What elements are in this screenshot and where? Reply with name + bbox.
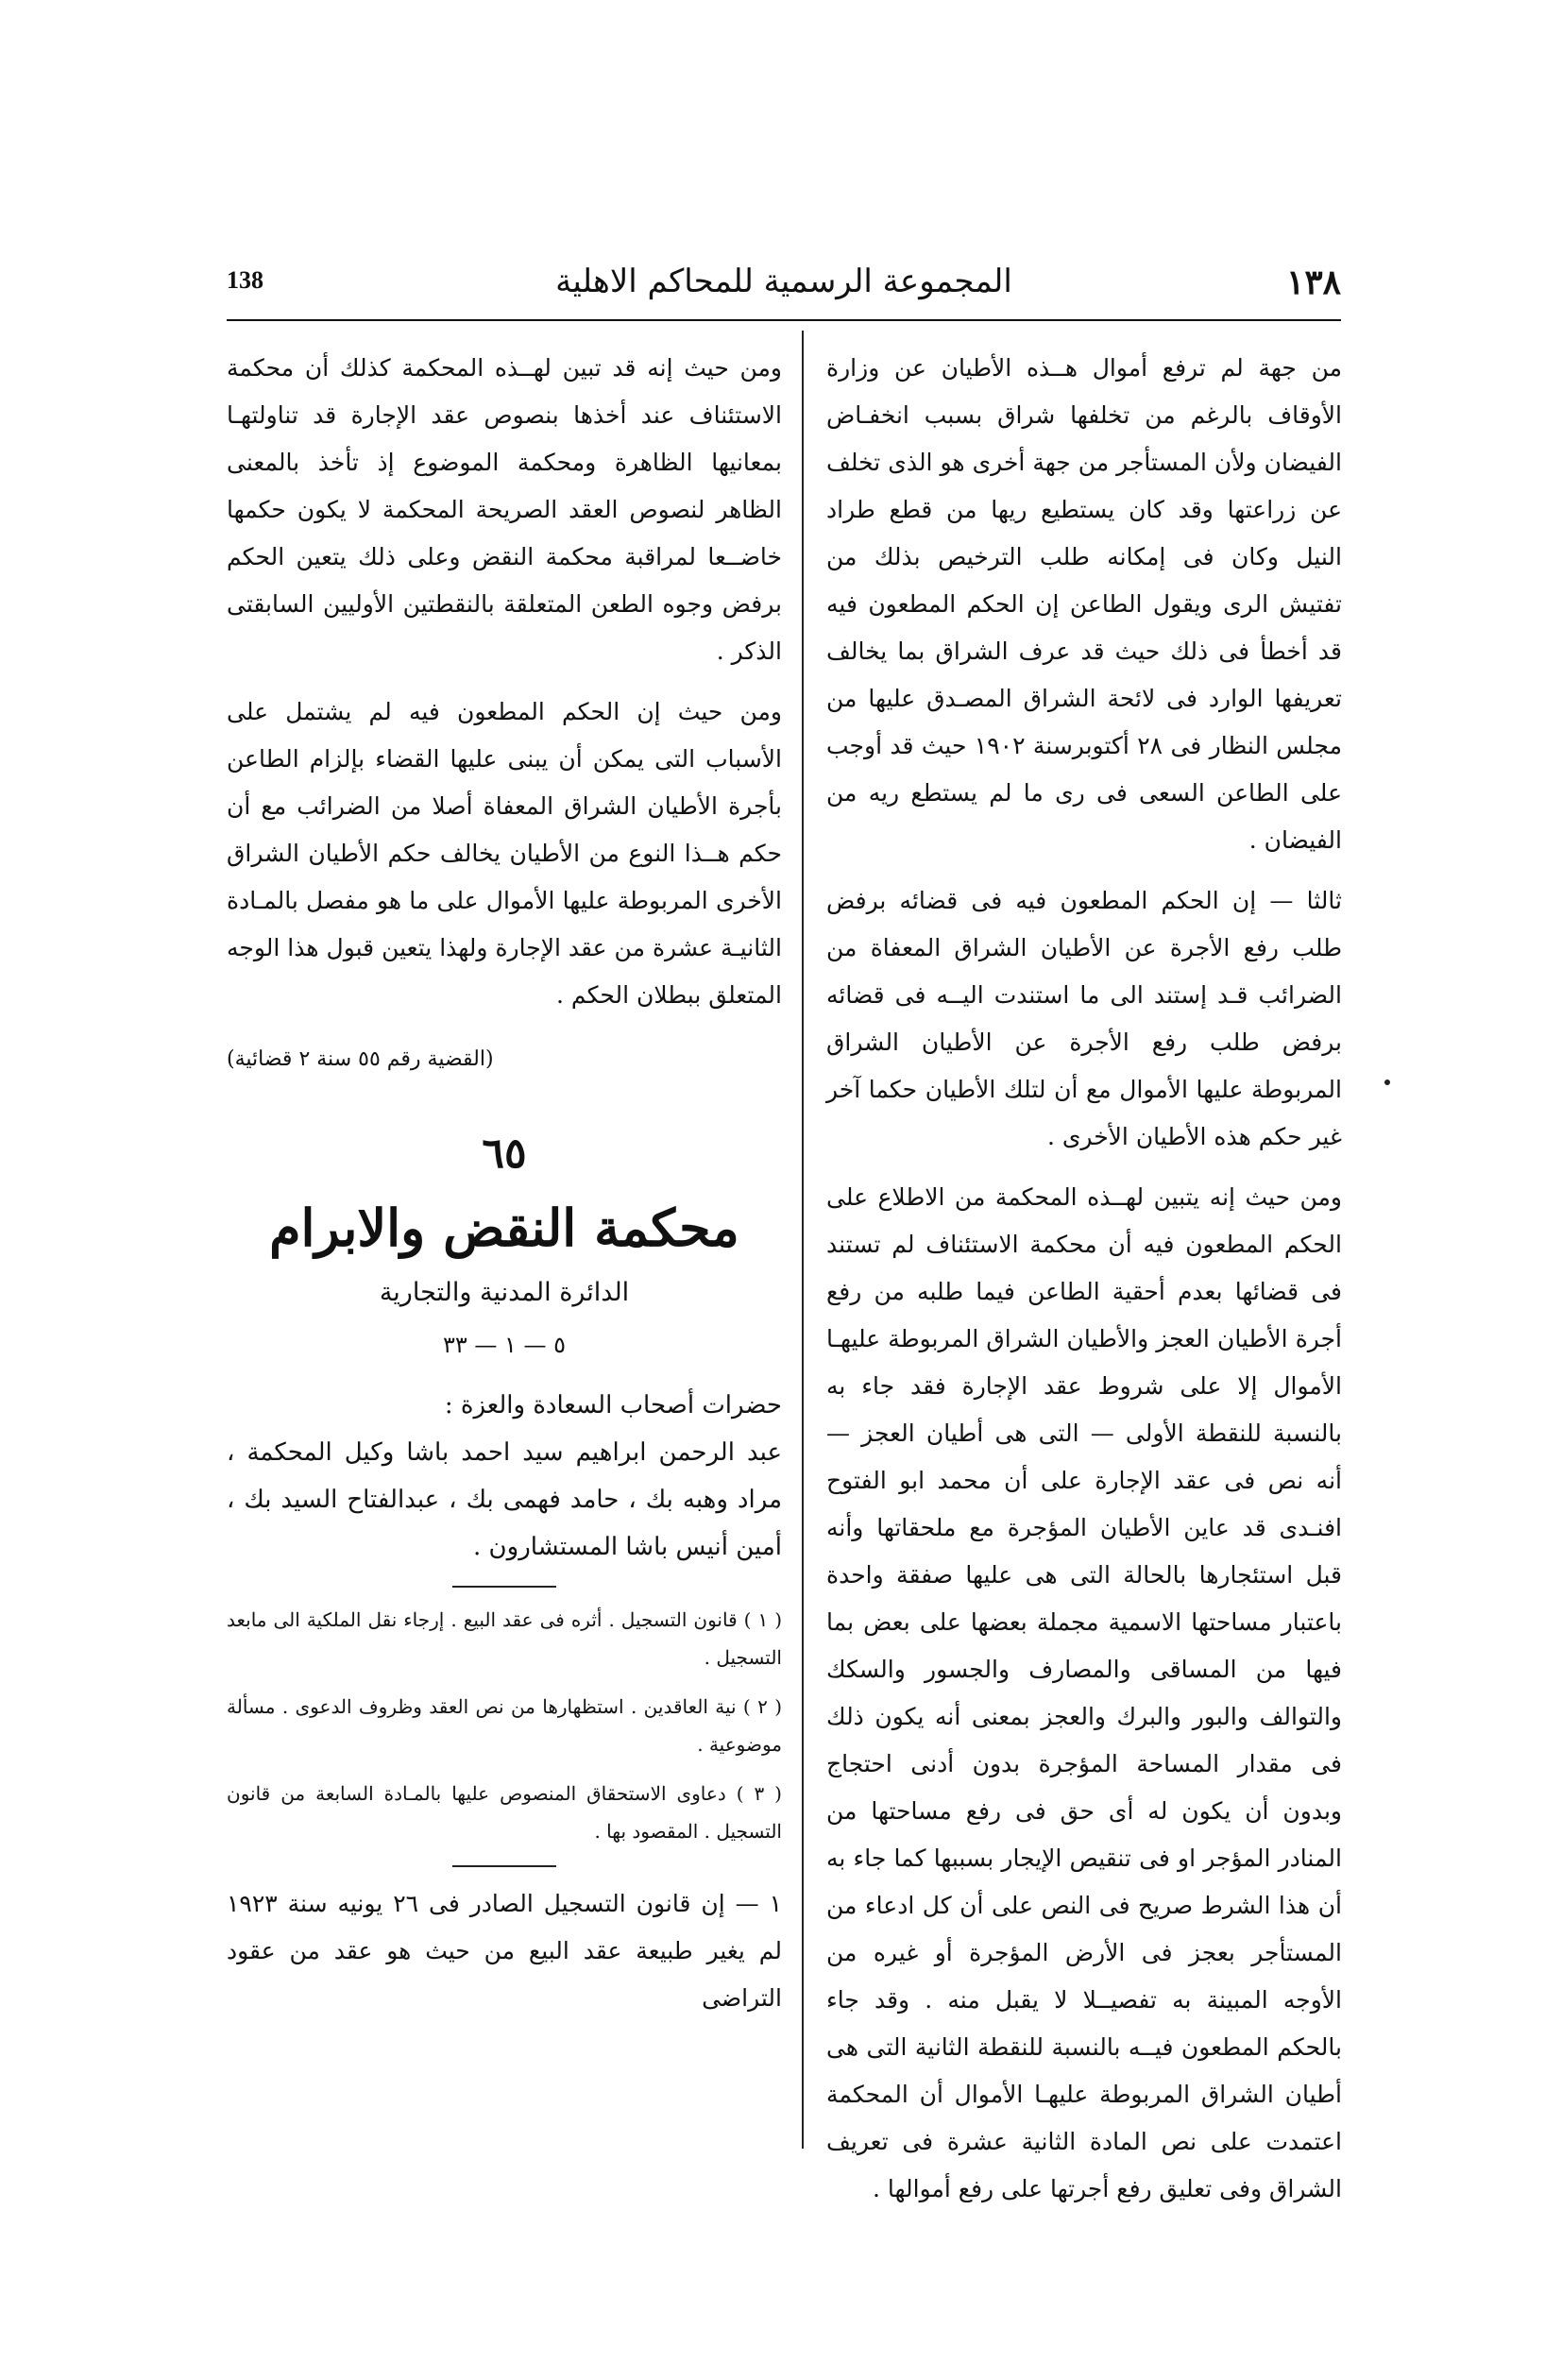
left-column xyxy=(227,345,782,2035)
paragraph: ومن حيث إن الحكم المطعون فيه لم يشتمل على الأسباب التى يمكن أن يبنى عليها القضاء بإلزام الطاعن بأجرة الأطيان الشراق المعفاة أصلا من الضرائب مع أن حكم هــذا النوع من الأطيان يخالف حكم الأطيان الشراق الأخرى المربوطة عليها الأموال على ما هو مفصل بالمـادة الثانيـة عشرة من عقد الإجارة ولهذا يتعين قبول هذا الوجه المتعلق ببطلان الحكم . xyxy=(227,698,782,1009)
court-name: محكمة النقض والابرام xyxy=(269,1198,739,1258)
page-number-arabic: ١٣٨ xyxy=(1285,263,1341,302)
case-reference: (القضية رقم ٥٥ سنة ٢ قضائية) xyxy=(227,1047,494,1071)
footnote: ( ٣ ) دعاوى الاستحقاق المنصوص عليها بالمـادة السابعة من قانون التسجيل . المقصود بها . xyxy=(227,1782,782,1843)
holding-paragraph: ١ — إن قانون التسجيل الصادر فى ٢٦ يونيه سنة ١٩٢٣ لم يغير طبيعة عقد البيع من حيث هو عقد من عقود التراضى xyxy=(227,1890,782,2012)
paragraph: من جهة لم ترفع أموال هــذه الأطيان عن وزارة الأوقاف بالرغم من تخلفها شراق بسبب انخفـاض الفيضان ولأن المستأجر من جهة أخرى هو الذى تخلف عن زراعتها وقد كان يستطيع ريها من قطع طراد النيل وكان فى إمكانه طلب الترخيص بذلك من تفتيش الرى ويقول الطاعن إن الحكم المطعون فيه قد أخطأ فى ذلك حيث قد عرف الشراق بما يخالف تعريفها الوارد فى لائحة الشراق المصـدق عليها من مجلس النظار فى ٢٨ أكتوبرسنة ١٩٠٢ حيث قد أوجب على الطاعن السعى فى رى ما لم يستطع ريه من الفيضان . xyxy=(826,354,1342,854)
judges-list: عبد الرحمن ابراهيم سيد احمد باشا وكيل المحكمة ، مراد وهبه بك ، حامد فهمى بك ، عبدالفتاح السيد بك ، أمين أنيس باشا المستشارون . xyxy=(227,1438,782,1561)
footnote: ( ١ ) قانون التسجيل . أثره فى عقد البيع . إرجاء نقل الملكية الى مابعد التسجيل . xyxy=(227,1608,782,1669)
right-column xyxy=(826,345,1342,2226)
section-rule xyxy=(452,1865,556,1867)
paragraph: ثالثا — إن الحكم المطعون فيه فى قضائه برفض طلب رفع الأجرة عن الأطيان الشراق المعفاة من الضرائب قـد إستند الى ما استندت اليــه فى قضائه برفض طلب رفع الأجرة عن الأطيان الشراق المربوطة عليها الأموال مع أن لتلك الأطيان حكما آخر غير حكم هذه الأطيان الأخرى . xyxy=(826,887,1342,1150)
paragraph: ومن حيث إنه يتبين لهــذه المحكمة من الاطلاع على الحكم المطعون فيه أن محكمة الاستئناف لم تستند فى قضائها بعدم أحقية الطاعن فيما طلبه من رفع أجرة الأطيان العجز والأطيان الشراق المربوطة عليهـا الأموال إلا على شروط عقد الإجارة فقد جاء به بالنسبة للنقطة الأولى — التى هى أطيان العجز — أنه نص فى عقد الإجارة على أن محمد ابو الفتوح افنـدى قد عاين الأطيان المؤجرة مع ملحقاتها وأنه قبل استئجارها بالحالة التى هى عليها صفقة واحدة باعتبار مساحتها الاسمية مجملة بعضها على بعض بما فيها من المساقى والمصارف والجسور والسكك والتوالف والبور والبرك والعجز بمعنى أنه يكون ذلك فى مقدار المساحة المؤجرة بدون أدنى احتجاج وبدون أن يكون له أى حق فى رفع مساحتها من المنادر المؤجر او فى تنقيص الإيجار بسببها كما جاء به أن هذا الشرط صريح فى النص على أن كل ادعاء من المستأجر بعجز فى الأرض المؤجرة أو غيره من الأوجه المبينة به تفصيــلا لا يقبل منه . وقد جاء بالحكم المطعون فيــه بالنسبة للنقطة الثانية التى هى أطيان الشراق المربوطة عليهـا الأموال أن المحكمة اعتمدت على نص المادة الثانية عشرة فى تعريف الشراق وفى تعليق رفع أجرتها على رفع أموالها . xyxy=(826,1183,1342,2202)
header-rule xyxy=(227,319,1341,321)
running-title: المجموعة الرسمية للمحاكم الاهلية xyxy=(555,263,1012,300)
footnote: ( ٢ ) نية العاقدين . استظهارها من نص العقد وظروف الدعوى . مسألة موضوعية . xyxy=(227,1695,782,1756)
column-divider xyxy=(802,331,804,2149)
judgment-number: ٦٥ xyxy=(482,1130,527,1178)
page-number-latin: 138 xyxy=(227,266,263,294)
present-label: حضرات أصحاب السعادة والعزة : xyxy=(444,1391,782,1420)
section-rule xyxy=(452,1586,556,1588)
paragraph: ومن حيث إنه قد تبين لهــذه المحكمة كذلك أن محكمة الاستئناف عند أخذها بنصوص عقد الإجارة قد تناولتهـا بمعانيها الظاهرة ومحكمة الموضوع إذ تأخذ بالمعنى الظاهر لنصوص العقد الصريحة المحكمة لا يكون حكمها خاضــعا لمراقبة محكمة النقض وعلى ذلك يتعين الحكم برفض وجوه الطعن المتعلقة بالنقطتين الأوليين السابقتى الذكر . xyxy=(227,354,782,665)
session-date: ٥ — ١ — ٣٣ xyxy=(442,1332,567,1358)
page-header xyxy=(227,263,1341,314)
circuit-name: الدائرة المدنية والتجارية xyxy=(379,1278,630,1307)
margin-mark xyxy=(1384,1080,1390,1085)
